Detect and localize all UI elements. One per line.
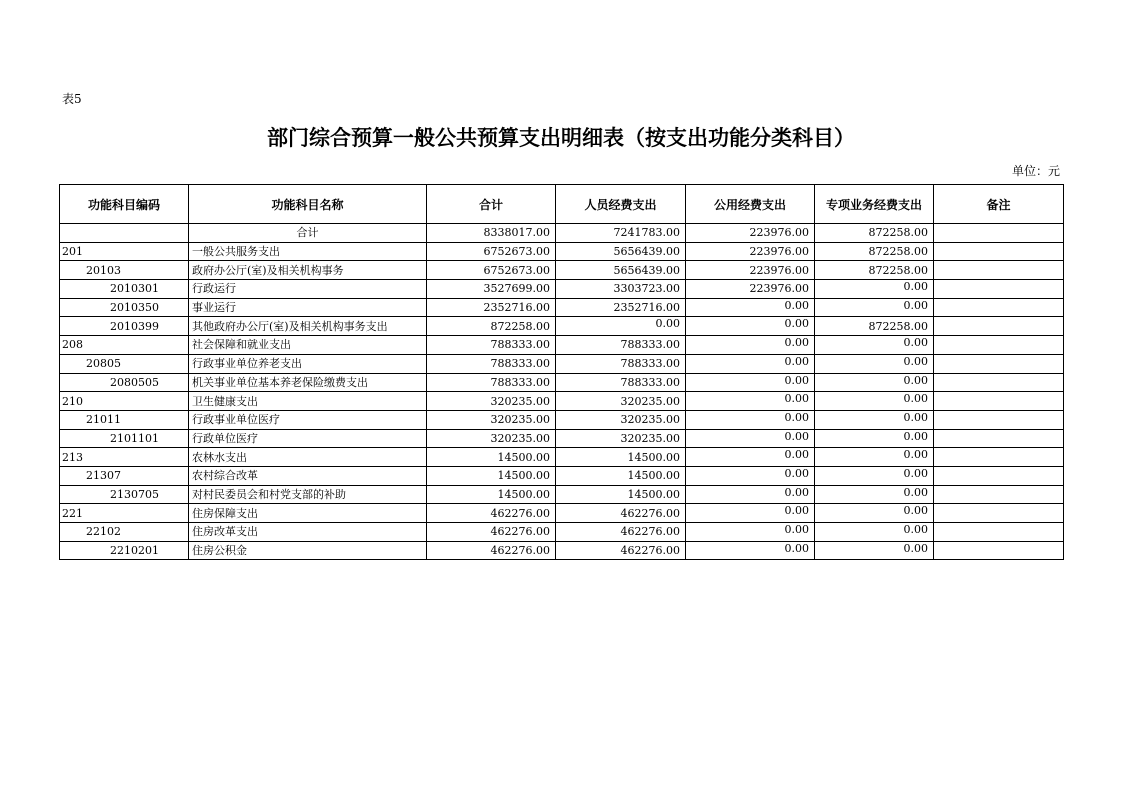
special-cell: 0.00 bbox=[815, 410, 934, 429]
note-cell bbox=[934, 410, 1064, 429]
personnel-cell: 7241783.00 bbox=[556, 224, 686, 243]
personnel-cell: 14500.00 bbox=[556, 485, 686, 504]
table-row bbox=[60, 224, 1064, 243]
name-cell: 农村综合改革 bbox=[189, 466, 427, 485]
code-cell: 2080505 bbox=[60, 373, 189, 392]
code-cell: 201 bbox=[60, 242, 189, 261]
special-cell: 0.00 bbox=[815, 504, 934, 523]
table-row bbox=[60, 298, 1064, 317]
total-cell: 8338017.00 bbox=[427, 224, 556, 243]
note-cell bbox=[934, 466, 1064, 485]
table-row bbox=[60, 429, 1064, 448]
header-total: 合计 bbox=[427, 185, 556, 224]
note-cell bbox=[934, 280, 1064, 299]
name-cell: 对村民委员会和村党支部的补助 bbox=[189, 485, 427, 504]
name-cell: 卫生健康支出 bbox=[189, 392, 427, 411]
personnel-cell: 320235.00 bbox=[556, 429, 686, 448]
expenditure-table bbox=[59, 184, 1064, 560]
note-cell bbox=[934, 261, 1064, 280]
name-cell: 行政事业单位医疗 bbox=[189, 410, 427, 429]
note-cell bbox=[934, 298, 1064, 317]
public-cell: 0.00 bbox=[686, 373, 815, 392]
note-cell bbox=[934, 336, 1064, 355]
special-cell: 0.00 bbox=[815, 354, 934, 373]
unit-label: 单位：元 bbox=[1011, 164, 1060, 178]
public-cell: 0.00 bbox=[686, 354, 815, 373]
table-row bbox=[60, 261, 1064, 280]
special-cell: 0.00 bbox=[815, 523, 934, 542]
special-cell: 0.00 bbox=[815, 541, 934, 560]
special-cell: 0.00 bbox=[815, 466, 934, 485]
public-cell: 0.00 bbox=[686, 392, 815, 411]
table-row bbox=[60, 392, 1064, 411]
name-cell: 住房公积金 bbox=[189, 541, 427, 560]
table-row bbox=[60, 466, 1064, 485]
special-cell: 0.00 bbox=[815, 448, 934, 467]
note-cell bbox=[934, 354, 1064, 373]
total-cell: 462276.00 bbox=[427, 541, 556, 560]
total-cell: 6752673.00 bbox=[427, 242, 556, 261]
total-cell: 788333.00 bbox=[427, 354, 556, 373]
table-body bbox=[60, 224, 1064, 560]
personnel-cell: 462276.00 bbox=[556, 504, 686, 523]
name-cell: 一般公共服务支出 bbox=[189, 242, 427, 261]
table-row bbox=[60, 410, 1064, 429]
special-cell: 872258.00 bbox=[815, 317, 934, 336]
special-cell: 0.00 bbox=[815, 392, 934, 411]
note-cell bbox=[934, 392, 1064, 411]
public-cell: 0.00 bbox=[686, 298, 815, 317]
personnel-cell: 320235.00 bbox=[556, 392, 686, 411]
code-cell: 210 bbox=[60, 392, 189, 411]
total-cell: 462276.00 bbox=[427, 523, 556, 542]
personnel-cell: 320235.00 bbox=[556, 410, 686, 429]
code-cell: 2010399 bbox=[60, 317, 189, 336]
table-row bbox=[60, 354, 1064, 373]
public-cell: 223976.00 bbox=[686, 280, 815, 299]
public-cell: 0.00 bbox=[686, 466, 815, 485]
header-special: 专项业务经费支出 bbox=[815, 185, 934, 224]
table-row bbox=[60, 448, 1064, 467]
table-row bbox=[60, 336, 1064, 355]
code-cell: 2010350 bbox=[60, 298, 189, 317]
note-cell bbox=[934, 242, 1064, 261]
name-cell: 机关事业单位基本养老保险缴费支出 bbox=[189, 373, 427, 392]
table-header-row bbox=[60, 185, 1064, 224]
code-cell bbox=[60, 224, 189, 243]
public-cell: 0.00 bbox=[686, 485, 815, 504]
personnel-cell: 788333.00 bbox=[556, 336, 686, 355]
code-cell: 20805 bbox=[60, 354, 189, 373]
special-cell: 0.00 bbox=[815, 429, 934, 448]
table-row bbox=[60, 485, 1064, 504]
table-number: 表5 bbox=[62, 92, 82, 106]
name-cell: 事业运行 bbox=[189, 298, 427, 317]
personnel-cell: 788333.00 bbox=[556, 373, 686, 392]
public-cell: 0.00 bbox=[686, 448, 815, 467]
total-cell: 872258.00 bbox=[427, 317, 556, 336]
table-row bbox=[60, 373, 1064, 392]
public-cell: 223976.00 bbox=[686, 261, 815, 280]
note-cell bbox=[934, 317, 1064, 336]
special-cell: 872258.00 bbox=[815, 242, 934, 261]
personnel-cell: 0.00 bbox=[556, 317, 686, 336]
public-cell: 0.00 bbox=[686, 336, 815, 355]
table-row bbox=[60, 280, 1064, 299]
table-row bbox=[60, 523, 1064, 542]
note-cell bbox=[934, 448, 1064, 467]
special-cell: 0.00 bbox=[815, 280, 934, 299]
total-cell: 788333.00 bbox=[427, 336, 556, 355]
table-row bbox=[60, 317, 1064, 336]
total-cell: 14500.00 bbox=[427, 466, 556, 485]
note-cell bbox=[934, 224, 1064, 243]
total-cell: 14500.00 bbox=[427, 448, 556, 467]
code-cell: 2010301 bbox=[60, 280, 189, 299]
note-cell bbox=[934, 541, 1064, 560]
code-cell: 208 bbox=[60, 336, 189, 355]
total-cell: 3527699.00 bbox=[427, 280, 556, 299]
header-personnel: 人员经费支出 bbox=[556, 185, 686, 224]
note-cell bbox=[934, 523, 1064, 542]
code-cell: 213 bbox=[60, 448, 189, 467]
code-cell: 20103 bbox=[60, 261, 189, 280]
header-public: 公用经费支出 bbox=[686, 185, 815, 224]
header-name: 功能科目名称 bbox=[189, 185, 427, 224]
name-cell: 合计 bbox=[189, 224, 427, 243]
code-cell: 2130705 bbox=[60, 485, 189, 504]
name-cell: 住房改革支出 bbox=[189, 523, 427, 542]
special-cell: 0.00 bbox=[815, 485, 934, 504]
total-cell: 320235.00 bbox=[427, 410, 556, 429]
personnel-cell: 14500.00 bbox=[556, 448, 686, 467]
name-cell: 行政运行 bbox=[189, 280, 427, 299]
special-cell: 872258.00 bbox=[815, 261, 934, 280]
name-cell: 农林水支出 bbox=[189, 448, 427, 467]
name-cell: 社会保障和就业支出 bbox=[189, 336, 427, 355]
code-cell: 2101101 bbox=[60, 429, 189, 448]
public-cell: 0.00 bbox=[686, 541, 815, 560]
total-cell: 2352716.00 bbox=[427, 298, 556, 317]
name-cell: 政府办公厅(室)及相关机构事务 bbox=[189, 261, 427, 280]
special-cell: 872258.00 bbox=[815, 224, 934, 243]
code-cell: 2210201 bbox=[60, 541, 189, 560]
public-cell: 0.00 bbox=[686, 504, 815, 523]
header-code: 功能科目编码 bbox=[60, 185, 189, 224]
code-cell: 22102 bbox=[60, 523, 189, 542]
personnel-cell: 2352716.00 bbox=[556, 298, 686, 317]
page-title: 部门综合预算一般公共预算支出明细表（按支出功能分类科目） bbox=[267, 126, 855, 150]
name-cell: 其他政府办公厅(室)及相关机构事务支出 bbox=[189, 317, 427, 336]
public-cell: 223976.00 bbox=[686, 242, 815, 261]
note-cell bbox=[934, 485, 1064, 504]
personnel-cell: 5656439.00 bbox=[556, 242, 686, 261]
total-cell: 320235.00 bbox=[427, 392, 556, 411]
name-cell: 行政单位医疗 bbox=[189, 429, 427, 448]
special-cell: 0.00 bbox=[815, 298, 934, 317]
table-row bbox=[60, 504, 1064, 523]
personnel-cell: 788333.00 bbox=[556, 354, 686, 373]
total-cell: 320235.00 bbox=[427, 429, 556, 448]
total-cell: 462276.00 bbox=[427, 504, 556, 523]
note-cell bbox=[934, 429, 1064, 448]
special-cell: 0.00 bbox=[815, 336, 934, 355]
name-cell: 住房保障支出 bbox=[189, 504, 427, 523]
code-cell: 21307 bbox=[60, 466, 189, 485]
personnel-cell: 14500.00 bbox=[556, 466, 686, 485]
code-cell: 221 bbox=[60, 504, 189, 523]
public-cell: 0.00 bbox=[686, 429, 815, 448]
header-note: 备注 bbox=[934, 185, 1064, 224]
special-cell: 0.00 bbox=[815, 373, 934, 392]
table-row bbox=[60, 541, 1064, 560]
personnel-cell: 3303723.00 bbox=[556, 280, 686, 299]
public-cell: 223976.00 bbox=[686, 224, 815, 243]
total-cell: 788333.00 bbox=[427, 373, 556, 392]
personnel-cell: 462276.00 bbox=[556, 523, 686, 542]
public-cell: 0.00 bbox=[686, 410, 815, 429]
table-row bbox=[60, 242, 1064, 261]
total-cell: 14500.00 bbox=[427, 485, 556, 504]
public-cell: 0.00 bbox=[686, 317, 815, 336]
name-cell: 行政事业单位养老支出 bbox=[189, 354, 427, 373]
personnel-cell: 462276.00 bbox=[556, 541, 686, 560]
public-cell: 0.00 bbox=[686, 523, 815, 542]
code-cell: 21011 bbox=[60, 410, 189, 429]
note-cell bbox=[934, 373, 1064, 392]
note-cell bbox=[934, 504, 1064, 523]
total-cell: 6752673.00 bbox=[427, 261, 556, 280]
personnel-cell: 5656439.00 bbox=[556, 261, 686, 280]
